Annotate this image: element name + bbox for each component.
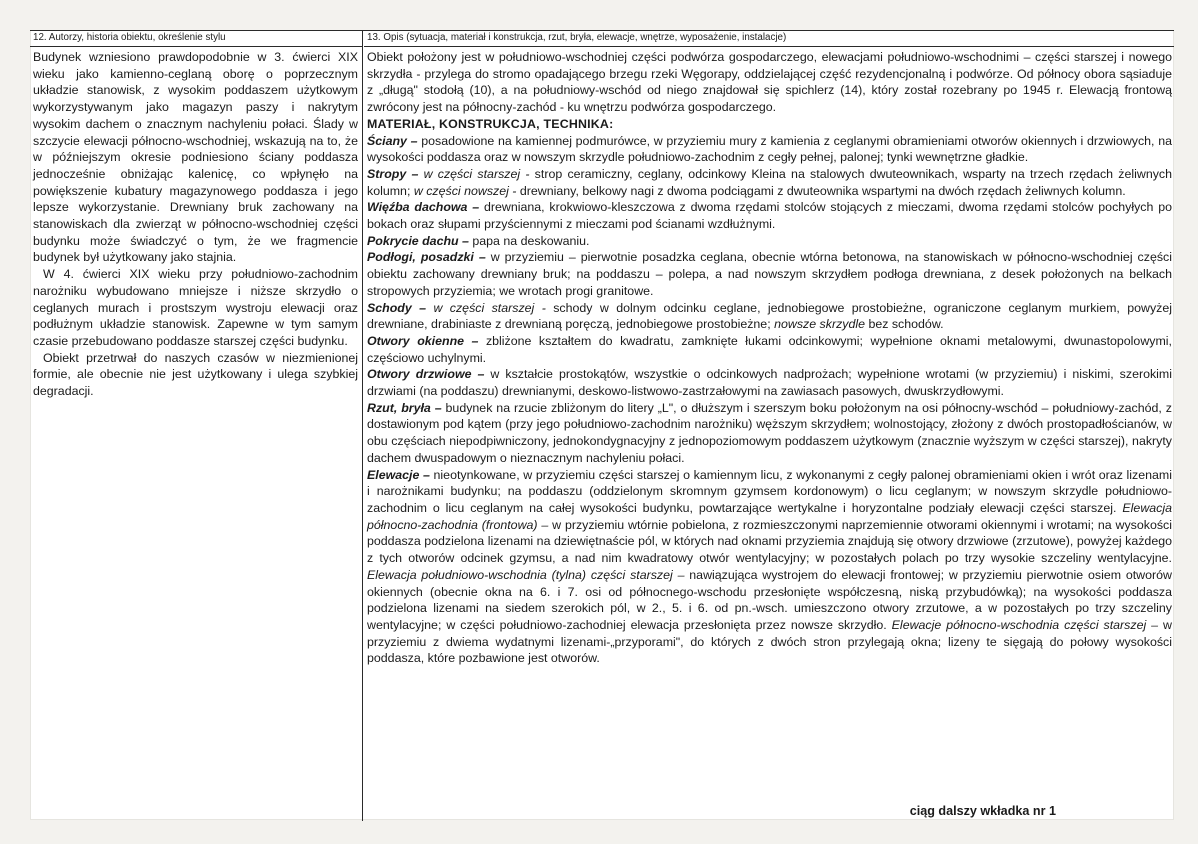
plan-text: budynek na rzucie zbliżonym do litery „L", o dłuższym i szerszym boku położonym na osi północny-wschód – południowy-zachód, z dostawionym pod kątem (przy jego południowo-zachodnim narożniku) węższym skrzydłem; wolnostojący, złożony z dwóch prostopadłościanów, w obu częściach niepodpiwniczony, jednokondygnacyjny z jednopoziomowym poddaszem użytkowym (znacznie wyższym w części starszej), nakryty dachem dwuspadowym o nieznacznym nachyleniu połaci. [367, 400, 1172, 465]
description-intro: Obiekt położony jest w południowo-wschodniej części podwórza gospodarczego, elewacjami południowo-wschodnimi – części starszej i nowego skrzydła - przylega do stromo opadającego brzegu rzeki Węgorapy, oddzielającej część rezydencjonalną i podwórze. Od północy obora sąsiaduje z „długą" stodołą (10), a na południowy-wschód od niego znajdował się spichlerz (14), który został rozebrany po 1945 r. Elewacją frontową zwrócony jest na północny-zachód - ku wnętrzu podwórza gospodarczego. [367, 50, 1172, 115]
document-sheet [30, 30, 1174, 820]
roof-truss-entry [367, 199, 1172, 232]
history-text [30, 47, 362, 400]
roof-covering-text: papa na deskowaniu. [468, 233, 590, 248]
floors-text: w przyziemiu – pierwotnie posadzka ceglana, obecnie wtórna betonowa, na stanowiskach w północno-wschodniej części obiektu zachowany drewniany bruk; na poddaszu – polepa, a nad nowszym skrzydłem podłoga drewniana, z desek położonych na belkach stropowych przyziemia; we wrotach progi granitowe. [367, 250, 1172, 298]
elevations-text-4: w przyziemiu z dwiema wydatnymi lizenami-„przyporami", do których z dwóch stron przylegają okna; lizeny te sięgają do połowy wysokości poddasza, które pozbawione jest otworów. [367, 617, 1172, 666]
elevations-label: Elewacje – [367, 467, 430, 482]
walls-entry [367, 133, 1172, 166]
doors-text: w kształcie prostokątów, wszystkie o odcinkowych nadprożach; wypełnione wrotami (w przyziemiu) i niskimi, szerokimi drzwiami (na poddaszu) drewnianymi, deskowo-listwowo-zastrzałowymi na zawiasach pasowych, dwuskrzydłowymi. [367, 367, 1172, 399]
history-paragraph-1: Budynek wzniesiono prawdopodobnie w 3. ćwierci XIX wieku jako kamienno-ceglaną oborę o poprzecznym układzie stanowisk, z wysokim poddaszem użytkowym wykorzystywanym jako magazyn paszy i nakrytym wysokim dachem o znacznym nachyleniu połaci. Ślady w szczycie elewacji północno-wschodniej, wskazują na to, że w późniejszym okresie podniesiono ściany poddasza jednocześnie obniżając kalenicę, co wpłynęło na powiększenie kubatury magazynowego poddasza i jego lepsze wykorzystanie. Drewniany bruk zachowany na stanowiskach dla zwierząt w północno-wschodniej części budynku może świadczyć o tym, że we fragmencie budynek był użytkowany jako stajnia. [33, 50, 358, 265]
plan-label: Rzut, bryła – [367, 400, 442, 415]
ceilings-newer-text: drewniany, belkowy nagi z dwoma podciągami z dwuteownika wspartymi na dwóch rzędach żeliwnych kolumn. [516, 183, 1126, 198]
floors-entry [367, 249, 1172, 299]
section-heading: MATERIAŁ, KONSTRUKCJA, TECHNIKA: [367, 116, 614, 131]
stairs-newer-text: bez schodów. [865, 317, 944, 332]
stairs-entry [367, 300, 1172, 333]
description-header: 13. Opis (sytuacja, materiał i konstrukcja, rzut, bryła, elewacje, wnętrze, wyposażenie, instalacje) [364, 31, 1174, 47]
elevations-entry [367, 467, 1172, 667]
windows-entry [367, 333, 1172, 366]
history-paragraph-2: W 4. ćwierci XIX wieku przy południowo-zachodnim narożniku wybudowano mniejsze i niższe skrzydło o ceglanych murach i prostszym wystroju elewacji oraz podłużnym układzie stanowisk. Zapewne w tym samym czasie przebudowano poddasze starszej części budynku. [33, 267, 358, 348]
ceilings-label: Stropy – [367, 166, 419, 181]
ceilings-older-label: w części starszej - [418, 166, 530, 181]
doors-label: Otwory drzwiowe – [367, 367, 485, 382]
doors-entry [367, 366, 1172, 399]
history-paragraph-3: Obiekt przetrwał do naszych czasów w niezmienionej formie, ale obecnie nie jest użytkowany i ulega szybkiej degradacji. [33, 350, 358, 399]
windows-text: zbliżone kształtem do kwadratu, zamknięte łukami odcinkowymi; wypełnione oknami metalowymi, dwunastopolowymi, częściowo uchylnymi. [367, 333, 1172, 365]
roof-truss-label: Więźba dachowa – [367, 200, 480, 215]
elevations-text-3: nawiązująca wystrojem do elewacji frontowej; w przyziemiu pierwotnie osiem otworów okiennych (obecnie okna na 6. i 7. osi od północnego-wschodu przesłonięte współczesną, niską przybudówką); na wysokości poddasza podzielona lizenami na siedem szerokich pól, w 2., 5. i 6. od pn.-wsch. umieszczono otwory zrzutowe, a w pozostałych po trzy szczeliny wentylacyjne; w części południowo-zachodniej elewacja przesłonięta przez nowsze skrzydło. [367, 567, 1172, 632]
description-column [364, 31, 1174, 821]
walls-text: posadowione na kamiennej podmurówce, w przyziemiu mury z kamienia z ceglanymi obramieniami otworów okiennych i drzwiowych, na wysokości poddasza oraz w nowszym skrzydle południowo-zachodnim z cegły pełnej, palonej; tynki wewnętrzne gładkie. [367, 133, 1172, 165]
front-elevation-label: Elewacja północno-zachodnia (frontowa) – [367, 500, 1172, 532]
roof-covering-label: Pokrycie dachu – [367, 233, 469, 248]
windows-label: Otwory okienne – [367, 333, 479, 348]
stairs-older-text: schody w dolnym odcinku ceglane, jednobiegowe prostobieżne, ograniczone ceglanym murkiem, powyżej drewniane, drabiniaste z drewnianą poręczą, jednobiegowe prostobieżne; [367, 300, 1172, 332]
roof-covering-entry [367, 233, 1172, 250]
history-header: 12. Autorzy, historia obiektu, określenie stylu [30, 31, 362, 47]
elevations-text-1: nieotynkowane, w przyziemiu części starszej o kamiennym licu, z wykonanymi z cegły palonej obramieniami okien i wrót oraz lizenami i narożnikami budynku; na poddaszu (oddzielonym skromnym gzymsem kordonowym) o licu ceglanym; w nowszym skrzydle południowo-zachodnim o licu ceglanym na całej wysokości budynku, powtarzające wertykalne i horyzontalne podziały elewacji części starszej. [367, 467, 1172, 515]
stairs-newer-label: nowsze skrzydle [770, 317, 865, 332]
elevations-text-2: w przyziemiu wtórnie pobielona, z rozmieszczonymi naprzemiennie otworami okiennymi i wrotami; na wysokości poddasza podzielona lizenami na dziewiętnaście pól, w których nad oknami przyziemia znajdują się otwory drzwiowe (zrzutowe), powyżej każdego z tych otworów odcinek gzymsu, a nad nim kwadratowy otwór wentylacyjny; w pozostałych polach po trzy wysokie szczeliny wentylacyjne. [367, 517, 1173, 566]
description-text [364, 47, 1174, 667]
ceilings-older-text: strop ceramiczny, ceglany, odcinkowy Kleina na stalowych dwuteownikach, wsparty na trzech rzędach żeliwnych kolumn; [367, 166, 1172, 198]
continuation-note: ciąg dalszy wkładka nr 1 [909, 804, 1056, 818]
stairs-label: Schody – [367, 300, 427, 315]
plan-entry [367, 400, 1172, 467]
northeast-elevation-label: Elewacje północno-wschodnia części starszej – [891, 617, 1159, 632]
ceilings-entry [367, 166, 1172, 199]
roof-truss-text: drewniana, krokwiowo-kleszczowa z dwoma rzędami stolców stojących z mieczami, dwoma rzędami stolców pochyłych po bokach oraz słupami przyściennymi z mieczami pod ścianami wzdłużnymi. [367, 200, 1172, 232]
floors-label: Podłogi, posadzki – [367, 250, 486, 265]
stairs-older-label: w części starszej - [426, 300, 546, 315]
rear-elevation-label: Elewacja południowo-wschodnia (tylna) części starszej – [367, 567, 685, 582]
walls-label: Ściany – [367, 133, 418, 148]
form-table [30, 30, 1174, 821]
ceilings-newer-label: w części nowszej - [410, 183, 517, 198]
history-column [30, 31, 363, 821]
